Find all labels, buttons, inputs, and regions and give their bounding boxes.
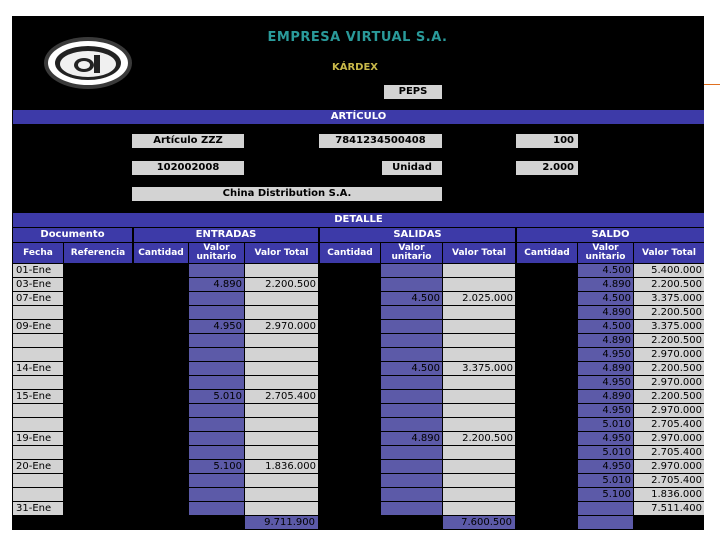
cell-salidas-valor-unitario [381, 418, 442, 431]
cell-salidas-valor-unitario [381, 390, 442, 403]
group-saldo: SALDO [517, 228, 704, 242]
cell-fecha: 09-Ene [13, 320, 63, 333]
cell-saldo-valor-unitario: 5.100 [578, 488, 633, 501]
cell-salidas-valor-unitario: 4.500 [381, 292, 442, 305]
cell-saldo-cantidad [517, 474, 577, 487]
cell-saldo-valor-total: 2.200.500 [634, 334, 704, 347]
cell-referencia [64, 306, 132, 319]
cell-saldo-valor-total: 1.836.000 [634, 488, 704, 501]
cell-referencia [64, 362, 132, 375]
article-barcode: 7841234500408 [319, 134, 442, 148]
article-unit-value: 2.000 [516, 161, 578, 175]
cell-saldo-cantidad [517, 432, 577, 445]
col-salidas-valor-total: Valor Total [443, 243, 515, 263]
cell-saldo-valor-unitario: 5.010 [578, 418, 633, 431]
cell-fecha [13, 404, 63, 417]
cell-entradas-valor-unitario [189, 348, 244, 361]
valuation-method: PEPS [384, 85, 442, 99]
cell-entradas-valor-unitario [189, 292, 244, 305]
cell-saldo-valor-total: 2.705.400 [634, 446, 704, 459]
cell-salidas-valor-total [443, 488, 515, 501]
cell-salidas-valor-total [443, 390, 515, 403]
cell-fecha [13, 488, 63, 501]
cell-entradas-cantidad [134, 488, 188, 501]
cell-entradas-valor-unitario [189, 488, 244, 501]
cell-entradas-cantidad [134, 446, 188, 459]
col-referencia: Referencia [64, 243, 132, 263]
total-entradas: 9.711.900 [245, 516, 318, 529]
cell-fecha [13, 306, 63, 319]
cell-salidas-valor-unitario: 4.890 [381, 432, 442, 445]
cell-saldo-valor-unitario: 4.890 [578, 306, 633, 319]
cell-salidas-cantidad [320, 348, 380, 361]
cell-salidas-valor-total [443, 306, 515, 319]
cell-saldo-cantidad [517, 404, 577, 417]
cell-salidas-valor-total: 3.375.000 [443, 362, 515, 375]
cell-saldo-valor-total: 2.200.500 [634, 390, 704, 403]
cell-entradas-valor-unitario: 4.890 [189, 278, 244, 291]
col-fecha: Fecha [13, 243, 63, 263]
cell-salidas-valor-unitario [381, 488, 442, 501]
cell-entradas-valor-unitario [189, 404, 244, 417]
at-sign-logo-icon [42, 35, 134, 91]
cell-salidas-cantidad [320, 474, 380, 487]
cell-salidas-cantidad [320, 278, 380, 291]
cell-fecha: 20-Ene [13, 460, 63, 473]
cell-salidas-valor-total [443, 348, 515, 361]
cell-saldo-valor-total: 3.375.000 [634, 320, 704, 333]
cell-entradas-valor-total [245, 432, 318, 445]
cell-saldo-valor-unitario: 5.010 [578, 474, 633, 487]
cell-salidas-cantidad [320, 376, 380, 389]
cell-saldo-cantidad [517, 376, 577, 389]
cell-entradas-valor-total [245, 306, 318, 319]
cell-entradas-cantidad [134, 460, 188, 473]
cell-saldo-cantidad [517, 362, 577, 375]
cell-salidas-cantidad [320, 432, 380, 445]
cell-entradas-cantidad [134, 292, 188, 305]
cell-entradas-valor-unitario [189, 502, 244, 515]
cell-entradas-valor-total [245, 418, 318, 431]
cell-entradas-cantidad [134, 404, 188, 417]
cell-salidas-cantidad [320, 320, 380, 333]
cell-salidas-valor-unitario [381, 348, 442, 361]
cell-fecha: 31-Ene [13, 502, 63, 515]
cell-saldo-valor-unitario: 4.950 [578, 432, 633, 445]
cell-salidas-valor-unitario [381, 474, 442, 487]
cell-entradas-valor-total [245, 502, 318, 515]
cell-entradas-cantidad [134, 334, 188, 347]
cell-saldo-cantidad [517, 460, 577, 473]
cell-saldo-valor-unitario: 4.500 [578, 320, 633, 333]
cell-saldo-cantidad [517, 292, 577, 305]
cell-entradas-cantidad [134, 306, 188, 319]
cell-fecha [13, 334, 63, 347]
cell-saldo-valor-unitario: 4.950 [578, 348, 633, 361]
cell-entradas-valor-unitario [189, 432, 244, 445]
cell-saldo-cantidad [517, 502, 577, 515]
cell-entradas-cantidad [134, 390, 188, 403]
article-code: 102002008 [132, 161, 244, 175]
detalle-section-header: DETALLE [13, 213, 704, 227]
document-title: KÁRDEX [331, 62, 379, 73]
cell-salidas-valor-total [443, 320, 515, 333]
cell-entradas-valor-unitario [189, 446, 244, 459]
cell-referencia [64, 432, 132, 445]
cell-salidas-valor-total: 2.200.500 [443, 432, 515, 445]
cell-fecha: 14-Ene [13, 362, 63, 375]
cell-salidas-cantidad [320, 446, 380, 459]
cell-salidas-cantidad [320, 488, 380, 501]
cell-salidas-valor-unitario [381, 446, 442, 459]
col-salidas-valor-unitario: Valor unitario [381, 243, 442, 263]
cell-salidas-cantidad [320, 306, 380, 319]
cell-salidas-cantidad [320, 292, 380, 305]
cell-referencia [64, 502, 132, 515]
cell-entradas-valor-total: 1.836.000 [245, 460, 318, 473]
cell-saldo-valor-unitario: 5.010 [578, 446, 633, 459]
cell-referencia [64, 320, 132, 333]
total-salidas: 7.600.500 [443, 516, 515, 529]
cell-entradas-cantidad [134, 418, 188, 431]
cell-entradas-cantidad [134, 432, 188, 445]
cell-fecha: 01-Ene [13, 264, 63, 277]
cell-fecha [13, 474, 63, 487]
company-name: EMPRESA VIRTUAL S.A. [267, 30, 448, 45]
cell-entradas-valor-unitario: 5.010 [189, 390, 244, 403]
cell-salidas-cantidad [320, 460, 380, 473]
cell-salidas-valor-total [443, 404, 515, 417]
cell-salidas-valor-unitario [381, 278, 442, 291]
cell-salidas-valor-unitario [381, 376, 442, 389]
cell-salidas-valor-total [443, 446, 515, 459]
cell-referencia [64, 404, 132, 417]
cell-entradas-valor-total: 2.970.000 [245, 320, 318, 333]
cell-referencia [64, 418, 132, 431]
group-entradas: ENTRADAS [134, 228, 318, 242]
cell-fecha: 07-Ene [13, 292, 63, 305]
cell-saldo-cantidad [517, 446, 577, 459]
cell-saldo-cantidad [517, 488, 577, 501]
col-saldo-cantidad: Cantidad [517, 243, 577, 263]
cell-salidas-valor-unitario [381, 334, 442, 347]
cell-entradas-valor-total [245, 376, 318, 389]
cell-referencia [64, 460, 132, 473]
articulo-section-header: ARTÍCULO [13, 110, 704, 124]
cell-saldo-valor-unitario: 4.890 [578, 278, 633, 291]
cell-entradas-valor-total [245, 348, 318, 361]
cell-salidas-valor-unitario [381, 306, 442, 319]
cell-entradas-valor-total [245, 446, 318, 459]
cell-salidas-valor-total [443, 502, 515, 515]
cell-entradas-cantidad [134, 362, 188, 375]
cell-saldo-valor-unitario: 4.950 [578, 460, 633, 473]
cell-entradas-valor-total [245, 334, 318, 347]
cell-referencia [64, 278, 132, 291]
cell-entradas-valor-total [245, 474, 318, 487]
cell-saldo-valor-unitario: 4.890 [578, 334, 633, 347]
cell-saldo-valor-total: 7.511.400 [634, 502, 704, 515]
cell-referencia [64, 390, 132, 403]
article-qty: 100 [516, 134, 578, 148]
cell-referencia [64, 292, 132, 305]
cell-entradas-valor-unitario: 5.100 [189, 460, 244, 473]
cell-saldo-valor-total: 2.200.500 [634, 306, 704, 319]
article-supplier: China Distribution S.A. [132, 187, 442, 201]
cell-entradas-valor-unitario: 4.950 [189, 320, 244, 333]
cell-fecha [13, 348, 63, 361]
total-saldo-unitario-blank [578, 516, 633, 529]
cell-salidas-valor-unitario [381, 404, 442, 417]
cell-salidas-valor-total [443, 418, 515, 431]
cell-referencia [64, 488, 132, 501]
cell-fecha: 15-Ene [13, 390, 63, 403]
cell-fecha [13, 418, 63, 431]
cell-salidas-valor-total [443, 278, 515, 291]
cell-saldo-valor-total: 2.705.400 [634, 474, 704, 487]
cell-saldo-valor-unitario: 4.500 [578, 264, 633, 277]
group-documento: Documento [13, 228, 132, 242]
col-saldo-valor-total: Valor Total [634, 243, 704, 263]
cell-entradas-valor-unitario [189, 306, 244, 319]
cell-saldo-valor-unitario: 4.950 [578, 404, 633, 417]
cell-entradas-valor-total [245, 362, 318, 375]
cell-referencia [64, 446, 132, 459]
cell-saldo-valor-unitario [578, 502, 633, 515]
cell-entradas-cantidad [134, 320, 188, 333]
cell-entradas-valor-unitario [189, 264, 244, 277]
cell-salidas-valor-total [443, 376, 515, 389]
col-entradas-valor-total: Valor Total [245, 243, 318, 263]
cell-referencia [64, 474, 132, 487]
cell-salidas-valor-total [443, 474, 515, 487]
cell-saldo-valor-total: 2.970.000 [634, 432, 704, 445]
cell-entradas-valor-total [245, 488, 318, 501]
cell-referencia [64, 334, 132, 347]
cell-entradas-valor-total [245, 292, 318, 305]
cell-fecha: 19-Ene [13, 432, 63, 445]
cell-entradas-valor-total [245, 404, 318, 417]
cell-saldo-cantidad [517, 348, 577, 361]
cell-salidas-cantidad [320, 390, 380, 403]
cell-fecha [13, 376, 63, 389]
cell-saldo-valor-total: 2.200.500 [634, 362, 704, 375]
cell-saldo-valor-total: 2.970.000 [634, 460, 704, 473]
cell-salidas-valor-total [443, 334, 515, 347]
cell-salidas-cantidad [320, 334, 380, 347]
col-salidas-cantidad: Cantidad [320, 243, 380, 263]
cell-saldo-cantidad [517, 264, 577, 277]
cell-entradas-valor-unitario [189, 376, 244, 389]
col-entradas-valor-unitario: Valor unitario [189, 243, 244, 263]
cell-salidas-valor-unitario: 4.500 [381, 362, 442, 375]
cell-saldo-cantidad [517, 390, 577, 403]
cell-salidas-valor-total [443, 460, 515, 473]
cell-salidas-cantidad [320, 264, 380, 277]
cell-referencia [64, 264, 132, 277]
cell-saldo-valor-unitario: 4.890 [578, 362, 633, 375]
cell-saldo-cantidad [517, 278, 577, 291]
cell-fecha [13, 446, 63, 459]
cell-referencia [64, 348, 132, 361]
cell-salidas-cantidad [320, 418, 380, 431]
cell-entradas-valor-unitario [189, 362, 244, 375]
cell-saldo-valor-unitario: 4.950 [578, 376, 633, 389]
cell-salidas-valor-total [443, 264, 515, 277]
cell-saldo-valor-total: 2.705.400 [634, 418, 704, 431]
cell-referencia [64, 376, 132, 389]
cell-salidas-valor-unitario [381, 502, 442, 515]
cell-entradas-cantidad [134, 376, 188, 389]
decorative-line [704, 84, 720, 85]
cell-entradas-cantidad [134, 348, 188, 361]
cell-entradas-valor-unitario [189, 418, 244, 431]
article-name: Artículo ZZZ [132, 134, 244, 148]
cell-saldo-cantidad [517, 334, 577, 347]
cell-entradas-valor-unitario [189, 474, 244, 487]
cell-saldo-valor-total: 3.375.000 [634, 292, 704, 305]
cell-entradas-cantidad [134, 264, 188, 277]
cell-salidas-valor-unitario [381, 320, 442, 333]
cell-saldo-cantidad [517, 320, 577, 333]
cell-saldo-valor-total: 2.970.000 [634, 376, 704, 389]
cell-salidas-cantidad [320, 362, 380, 375]
cell-saldo-valor-total: 5.400.000 [634, 264, 704, 277]
col-saldo-valor-unitario: Valor unitario [578, 243, 633, 263]
cell-entradas-cantidad [134, 502, 188, 515]
cell-saldo-valor-unitario: 4.890 [578, 390, 633, 403]
cell-entradas-cantidad [134, 474, 188, 487]
cell-salidas-valor-unitario [381, 460, 442, 473]
cell-saldo-valor-total: 2.970.000 [634, 404, 704, 417]
cell-entradas-valor-unitario [189, 334, 244, 347]
cell-salidas-cantidad [320, 502, 380, 515]
cell-saldo-valor-unitario: 4.500 [578, 292, 633, 305]
group-salidas: SALIDAS [320, 228, 515, 242]
cell-saldo-cantidad [517, 418, 577, 431]
col-entradas-cantidad: Cantidad [134, 243, 188, 263]
cell-entradas-valor-total: 2.200.500 [245, 278, 318, 291]
cell-salidas-valor-unitario [381, 264, 442, 277]
cell-saldo-cantidad [517, 306, 577, 319]
cell-entradas-valor-total: 2.705.400 [245, 390, 318, 403]
cell-fecha: 03-Ene [13, 278, 63, 291]
cell-salidas-valor-total: 2.025.000 [443, 292, 515, 305]
cell-saldo-valor-total: 2.200.500 [634, 278, 704, 291]
cell-salidas-cantidad [320, 404, 380, 417]
article-unit: Unidad [382, 161, 442, 175]
cell-entradas-cantidad [134, 278, 188, 291]
cell-entradas-valor-total [245, 264, 318, 277]
cell-saldo-valor-total: 2.970.000 [634, 348, 704, 361]
